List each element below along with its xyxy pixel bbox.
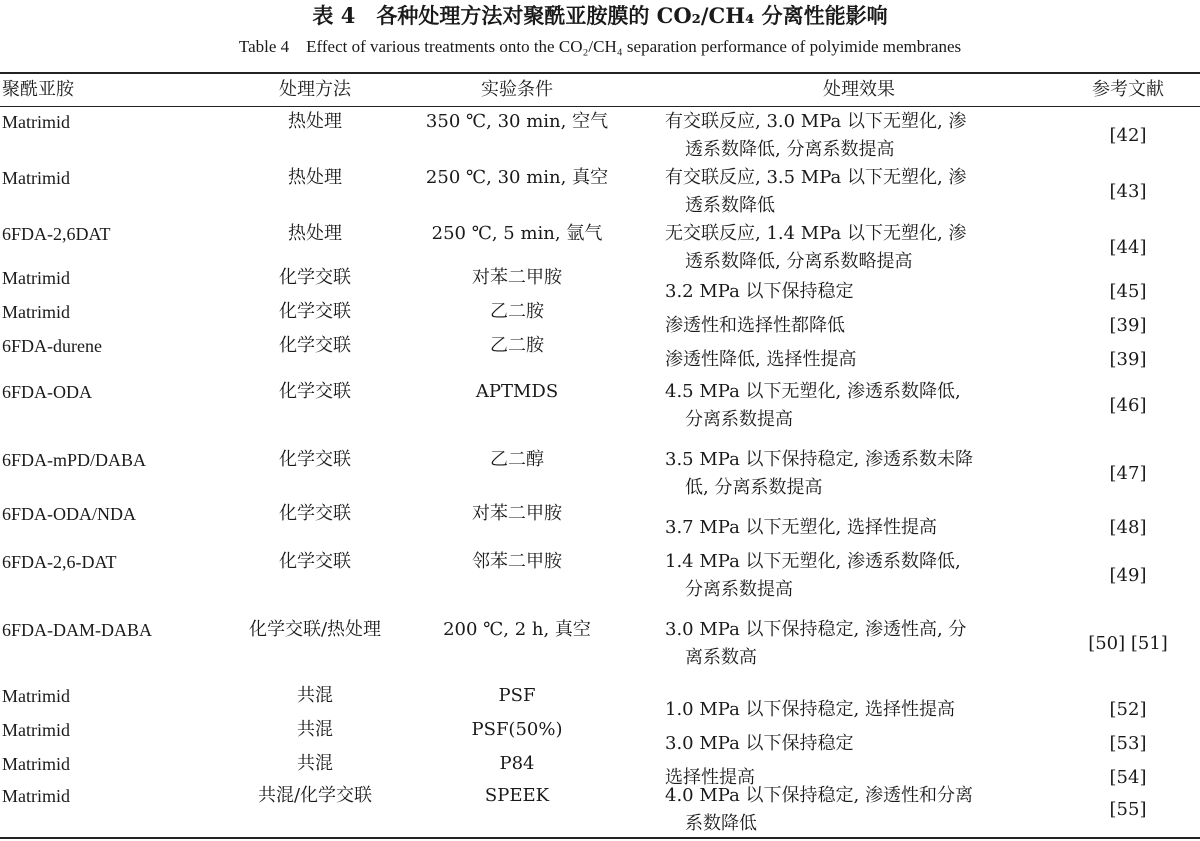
cell-effect (665, 446, 1053, 502)
cell-method: 化学交联 (279, 267, 351, 288)
cell-effect-line1: 1.0 MPa 以下保持稳定, 选择性提高 (665, 699, 955, 720)
header-condition: 实验条件 (481, 79, 553, 100)
cell-effect (665, 278, 1053, 306)
cell-effect (665, 220, 1053, 276)
cell-reference: [45] (1109, 281, 1147, 302)
cell-polyimide: 6FDA-ODA/NDA (2, 504, 136, 524)
table-title-cn: 表 4 各种处理方法对聚酰亚胺膜的 CO₂/CH₄ 分离性能影响 (312, 3, 888, 28)
cell-reference: [53] (1109, 733, 1147, 754)
cell-method: 共混 (297, 685, 333, 706)
cell-condition: SPEEK (484, 785, 550, 806)
cell-reference: [39] (1109, 315, 1147, 336)
cell-method: 热处理 (288, 111, 342, 132)
cell-polyimide: 6FDA-mPD/DABA (2, 450, 147, 470)
cell-effect (665, 548, 1053, 604)
cell-effect (665, 346, 1053, 374)
header-method: 处理方法 (279, 79, 351, 100)
cell-effect-line2: 分离系数提高 (685, 409, 793, 430)
cell-effect-line1: 4.0 MPa 以下保持稳定, 渗透性和分离 (665, 785, 973, 806)
cell-condition: 对苯二甲胺 (472, 267, 562, 288)
cell-polyimide: 6FDA-durene (2, 336, 102, 356)
cell-condition: P84 (499, 753, 535, 774)
cell-condition: 对苯二甲胺 (472, 503, 562, 524)
cell-effect-line1: 3.2 MPa 以下保持稳定 (665, 281, 854, 302)
cell-reference: [48] (1109, 517, 1147, 538)
cell-condition: 350 ℃, 30 min, 空气 (425, 111, 609, 132)
cell-effect-line2: 分离系数提高 (685, 579, 793, 600)
cell-effect (665, 782, 1053, 838)
cell-method: 共混/化学交联 (257, 785, 373, 806)
cell-condition: PSF (498, 685, 536, 706)
cell-effect-line2: 离系数高 (685, 647, 757, 668)
cell-effect-line1: 有交联反应, 3.5 MPa 以下无塑化, 渗 (665, 167, 967, 188)
cell-condition: 200 ℃, 2 h, 真空 (443, 619, 591, 640)
cell-polyimide: Matrimid (2, 786, 70, 806)
cell-effect-line2: 系数降低 (685, 813, 757, 834)
cell-effect-line2: 低, 分离系数提高 (685, 477, 823, 498)
cell-effect (665, 730, 1053, 758)
bottom-rule (0, 837, 1200, 839)
table-title-en: Table 4 Effect of various treatments onto the CO₂/CH₄ separation performance of polyimide membranes (238, 37, 962, 56)
cell-effect (665, 616, 1053, 672)
cell-reference: [54] (1109, 767, 1147, 788)
cell-polyimide: Matrimid (2, 268, 70, 288)
cell-method: 化学交联 (279, 551, 351, 572)
cell-effect-line2: 透系数降低, 分离系数略提高 (685, 251, 913, 272)
cell-method: 共混 (297, 719, 333, 740)
cell-condition: APTMDS (475, 381, 559, 402)
cell-method: 化学交联/热处理 (248, 619, 382, 640)
cell-reference: [44] (1109, 237, 1147, 258)
cell-effect (665, 108, 1053, 164)
cell-effect (665, 164, 1053, 220)
cell-method: 化学交联 (279, 335, 351, 356)
cell-polyimide: 6FDA-2,6DAT (2, 224, 111, 244)
header-polyimide: 聚酰亚胺 (2, 79, 74, 100)
cell-effect-line2: 透系数降低 (685, 195, 775, 216)
cell-effect-line1: 有交联反应, 3.0 MPa 以下无塑化, 渗 (665, 111, 967, 132)
cell-effect-line2: 透系数降低, 分离系数提高 (685, 139, 895, 160)
cell-effect-line1: 3.0 MPa 以下保持稳定 (665, 733, 854, 754)
cell-effect (665, 378, 1053, 434)
cell-condition: 乙二胺 (490, 301, 544, 322)
cell-polyimide: 6FDA-ODA (2, 382, 92, 402)
cell-condition: 邻苯二甲胺 (472, 551, 562, 572)
cell-effect-line1: 渗透性降低, 选择性提高 (665, 349, 857, 370)
cell-condition: 250 ℃, 30 min, 真空 (425, 167, 609, 188)
cell-reference: [46] (1109, 395, 1147, 416)
cell-polyimide: 6FDA-DAM-DABA (2, 620, 153, 640)
cell-effect (665, 514, 1053, 542)
cell-effect-line1: 1.4 MPa 以下无塑化, 渗透系数降低, (665, 551, 961, 572)
cell-effect (665, 312, 1053, 340)
cell-effect-line1: 渗透性和选择性都降低 (665, 315, 845, 336)
cell-reference: [42] (1109, 125, 1147, 146)
cell-condition: 乙二胺 (490, 335, 544, 356)
cell-condition: PSF(50%) (471, 719, 563, 740)
cell-polyimide: Matrimid (2, 302, 70, 322)
cell-reference: [47] (1109, 463, 1147, 484)
header-rule (0, 106, 1200, 107)
cell-condition: 250 ℃, 5 min, 氩气 (431, 223, 603, 244)
cell-method: 化学交联 (279, 503, 351, 524)
cell-polyimide: 6FDA-2,6-DAT (2, 552, 117, 572)
cell-method: 化学交联 (279, 381, 351, 402)
cell-effect-line1: 3.0 MPa 以下保持稳定, 渗透性高, 分 (665, 619, 967, 640)
cell-effect-line1: 选择性提高 (665, 767, 755, 788)
cell-method: 热处理 (288, 167, 342, 188)
cell-effect-line1: 3.5 MPa 以下保持稳定, 渗透系数未降 (665, 449, 973, 470)
cell-polyimide: Matrimid (2, 686, 70, 706)
cell-polyimide: Matrimid (2, 168, 70, 188)
table-header (0, 74, 1200, 106)
cell-effect-line1: 3.7 MPa 以下无塑化, 选择性提高 (665, 517, 937, 538)
cell-reference: [39] (1109, 349, 1147, 370)
cell-reference: [52] (1109, 699, 1147, 720)
cell-method: 化学交联 (279, 301, 351, 322)
cell-effect-line1: 无交联反应, 1.4 MPa 以下无塑化, 渗 (665, 223, 967, 244)
cell-reference: [49] (1109, 565, 1147, 586)
cell-reference: [43] (1109, 181, 1147, 202)
cell-condition: 乙二醇 (490, 449, 544, 470)
cell-reference: [50] [51] (1088, 633, 1168, 654)
header-reference: 参考文献 (1092, 79, 1164, 100)
cell-effect (665, 696, 1053, 724)
cell-polyimide: Matrimid (2, 754, 70, 774)
cell-reference: [55] (1109, 799, 1147, 820)
cell-method: 热处理 (288, 223, 342, 244)
cell-method: 化学交联 (279, 449, 351, 470)
cell-polyimide: Matrimid (2, 112, 70, 132)
header-effect: 处理效果 (823, 79, 895, 100)
cell-method: 共混 (297, 753, 333, 774)
cell-polyimide: Matrimid (2, 720, 70, 740)
cell-effect-line1: 4.5 MPa 以下无塑化, 渗透系数降低, (665, 381, 961, 402)
